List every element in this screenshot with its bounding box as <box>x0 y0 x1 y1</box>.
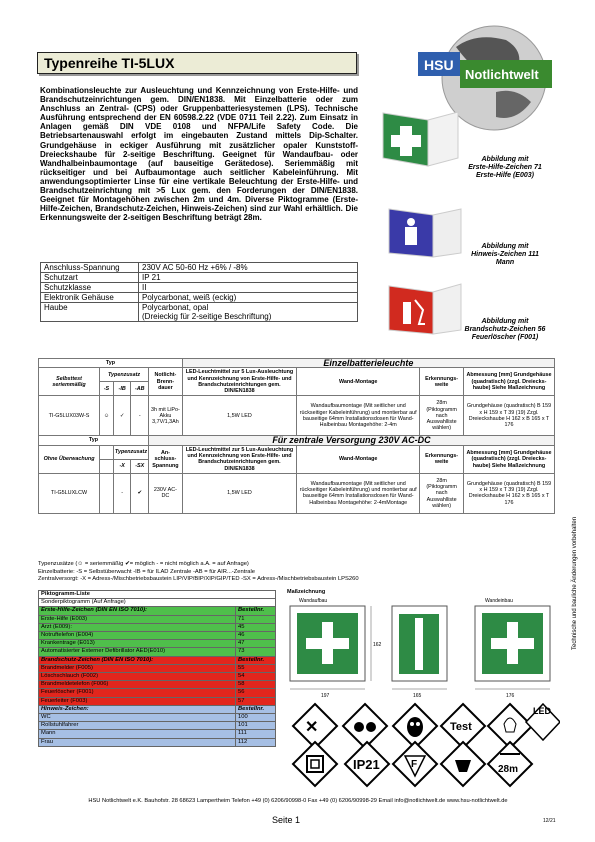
picto-row: Rollstuhlfahrer 101 <box>39 722 276 730</box>
product-table: Typ Einzelbatterieleuchte Selbsttest seriemmäßig Typenzusatz Notlicht-Brenn-dauer LED-Leuchtmittel zur 5 Lux-Ausleuchtung und Kennzeichnung von Erste-Hilfe- und Brandschutzeinrichtungen gem. DIN/EN1838 Wand-Montage Erkennungs-weite Abmessung [mm] Grundgehäuse (quadratisch) (zzgl. Dreiecks-haube) Siehe Maßzeichnung -S -IB -AB TI-G5LUX03W-S ☺ ✓ - 3h mit LiPo-Akku 3,7V/1,3Ah 1,5W LED Wandaufbaumontage (Mit seitlicher und rückseitiger Kabeleinführung) und montierbar auf bauseitige 64mm Installationsdosen für Wand-Halbeinbau Montagehöhe: 2-4m 28m (Piktogramm nach Auswahlliste wählen) Grundgehäuse (quadratisch) B 159 x H 159 x T 39 (19) Zzgl. Dreieckshaube H 162 x B 165 x T 176 Typ Für zentrale Versorgung 230V AC-DC Ohne Überwachung Typenzusatz An-schluss-Spannung LED-Leuchtmittel zur 5 Lux-Ausleuchtung und Kennzeichnung von Erste-Hilfe- und Brandschutzeinrichtungen gem. DIN/EN1838 Wand-Montage Erkennungs-weite Abmessung [mm] Grundgehäuse (quadratisch) (zzgl. Dreiecks-haube) Siehe Maßzeichnung -X -SX TI-G5LUXLCW - ✔ 230V AC-DC 1,5W LED Wandaufbaumontage (Mit seitlicher und rückseitiger Kabeleinführung) und montierbar auf bauseitige 64mm Installationsdosen für Wand-Halbeinbau Montagehöhe: 2-4mMontage 28m (Piktogramm nach Auswahlliste wählen) Grundgehäuse (quadratisch) B 159 x H 159 x T 39 (19) Zzgl. Dreieckshaube H 162 x B 165 x T 176 <box>38 358 555 514</box>
doc-code: 12/21 <box>543 818 556 824</box>
picto-row: Krankentrage (E013) 47 <box>39 640 276 648</box>
picto-group-header: Brandschutz-Zeichen (DIN EN ISO 7010): Bestellnr. <box>39 656 276 664</box>
diagram-title: Maßzeichnung <box>287 589 326 595</box>
svg-text:✕: ✕ <box>305 719 319 736</box>
pictogram-list: Piktogramm-Liste Sonderpiktogramm (Auf Anfrage) Erste-Hilfe-Zeichen (DIN EN ISO 7010): Bestellnr. Erste-Hilfe (E003) 71 Arzt (E009): 45 Notruftelefon (E004) 46 Krankentrage (E013) 47 Automatisierter Externer Defibrillator AED(E010) 73 Brandschutz-Zeichen (DIN EN ISO 7010): Bestellnr. Brandmelder (F005) 55 Löschschlauch (F002) 54 Brandmeldetelefon (F006) 58 Feuerlöscher (F001) 56 Feuerleiter (F003) 57 Hinweis-Zeichen: Bestellnr. WC 100 Rollstuhlfahrer 101 Mann 111 Frau 112 <box>38 590 276 747</box>
page-title: Typenreihe TI-5LUX <box>37 52 357 74</box>
picto-row: Automatisierter Externer Defibrillator AED(E010) 73 <box>39 648 276 656</box>
picto-row: Frau 112 <box>39 738 276 746</box>
svg-text:Wandaufbau: Wandaufbau <box>299 598 328 604</box>
side-note: Technische und bauliche Änderungen vorbehalten <box>572 516 578 650</box>
svg-text:F: F <box>411 759 418 770</box>
picto-row: Notruftelefon (E004) 46 <box>39 632 276 640</box>
page-number: Seite 1 <box>272 815 301 825</box>
svg-text:Wandeinbau: Wandeinbau <box>485 598 513 604</box>
picto-row: Brandmeldetelefon (F006) 58 <box>39 681 276 689</box>
led-icon <box>526 704 560 740</box>
ip21-icon <box>345 742 389 786</box>
protection-class-icon <box>293 742 337 786</box>
picto-row: Arzt (E009): 45 <box>39 623 276 631</box>
intro-text: Kombinationsleuchte zur Ausleuchtung und Kennzeichnung von Erste-Hilfe- und Brandschutzeinrichtungen gem. DIN/EN1838. Mit Einzelbatterie oder zum Anschluss an Zentral- (CPS) oder Gruppenbatteriesystemen (LPS). Technische Ausführung entsprechend der EN 60598.2.22 (VDE 0711 Teil 2.22). Zum Einsatz in Anlagen gemäß DIN VDE 0108 und NFPA/Life Safety Code. Die Betriebsartenauswahl erfolgt im eingebauten Zustand mittels Dip-Schalter. Grundgehäuse in eckiger Ausführung mit zusätzlicher opaler Kunststoff-Dreieckshaube für 2-seitige Beschriftung. Geeignet für Wandaufbau- oder Wandhalbeinbaumontage (auf bauseitige Gerätedose). Seriemmäßig mit rückseitiger und bei Aufbaumontage auch seitlicher Kabeleinführung. Mit anwendungsoptimierter Linse für eine vertikale Beleuchtung der Erste-Hilfe- und Brandschutzeinrichtung mit >5 Lux gem. den Forderungen der DIN/EN1838. Geeignet für Montagehöhen zwischen 2m und 4m. Diverse Piktogramme (Erste-Hilfe-Zeichen, Brandschutz-Zeichen, Hinweis-Zeichen) sind zur Wahl erhältlich. Die Erkennungsweite der 2-seitigen Beschriftung beträgt 28m. <box>40 86 358 223</box>
caption-man: Abbildung mit Hinweis-Zeichen 111 Mann <box>471 243 539 266</box>
svg-text:28m: 28m <box>498 764 519 775</box>
picto-row: Löschschlauch (F002) 54 <box>39 673 276 681</box>
spec-table: Anschluss-Spannung 230V AC 50-60 Hz +6% / -8% Schutzart IP 21 Schutzklasse II Elektronik Gehäuse Polycarbonat, weiß (eckig) Haube Polycarbonat, opal (Dreieckig für 2-seitige Beschriftung) <box>40 262 358 322</box>
picto-row: Erste-Hilfe (E003) 71 <box>39 615 276 623</box>
picto-row: WC 100 <box>39 714 276 722</box>
footer-contact: HSU Notlichtwelt e.K. Bauhofstr. 28 68623 Lampertheim Telefon +49 (0) 6206/90998-0 Fax +49 (0) 6206/90998-29 Email info@notlichtwelt.de www.hsu-notlichtwelt.de <box>88 798 508 804</box>
svg-text:Test: Test <box>450 721 472 733</box>
svg-text:LED: LED <box>533 706 551 716</box>
picto-row: Feuerlöscher (F001) 56 <box>39 689 276 697</box>
cleaning-icon <box>441 742 485 786</box>
feature-icons <box>285 702 560 788</box>
picto-group-header: Erste-Hilfe-Zeichen (DIN EN ISO 7010): Bestellnr. <box>39 607 276 615</box>
dimension-drawing <box>285 596 560 700</box>
caption-fire: Abbildung mit Brandschutz-Zeichen 56 Feuerlöscher (F001) <box>464 318 546 341</box>
svg-text:176: 176 <box>506 693 515 699</box>
svg-text:197: 197 <box>321 693 330 699</box>
range-icon <box>488 742 532 786</box>
svg-text:162: 162 <box>373 642 382 648</box>
legend: Typenzusätze (☺ = seriemmäßig ✔= möglich - = nicht möglich a.A. = auf Anfrage) Einzelbatterie: -S = Selbstüberwacht -IB = für ILAD Zentrale -AB = für AIR...-Zentrale Zentralversorgt: -X = Adress-/Mischbetriebsbaustein LIP/VIP/BIP/XIP/GIP/TED -SX = Adress-/Mischbetriebsbaustein LPS260 <box>38 561 359 582</box>
f-mark-icon <box>393 742 437 786</box>
picto-row: Mann 111 <box>39 730 276 738</box>
binoculars-icon <box>343 704 387 748</box>
picto-row: Feuerleiter (F003) 57 <box>39 697 276 705</box>
caption-first-aid: Abbildung mit Erste-Hilfe-Zeichen 71 Erste-Hilfe (E003) <box>468 156 542 179</box>
picto-row: Brandmelder (F005) 55 <box>39 664 276 672</box>
picto-group-header: Hinweis-Zeichen: Bestellnr. <box>39 705 276 713</box>
svg-text:Notlichtwelt: Notlichtwelt <box>465 67 539 82</box>
svg-text:HSU: HSU <box>424 57 454 73</box>
svg-text:IP21: IP21 <box>353 757 380 772</box>
svg-text:165: 165 <box>413 693 422 699</box>
